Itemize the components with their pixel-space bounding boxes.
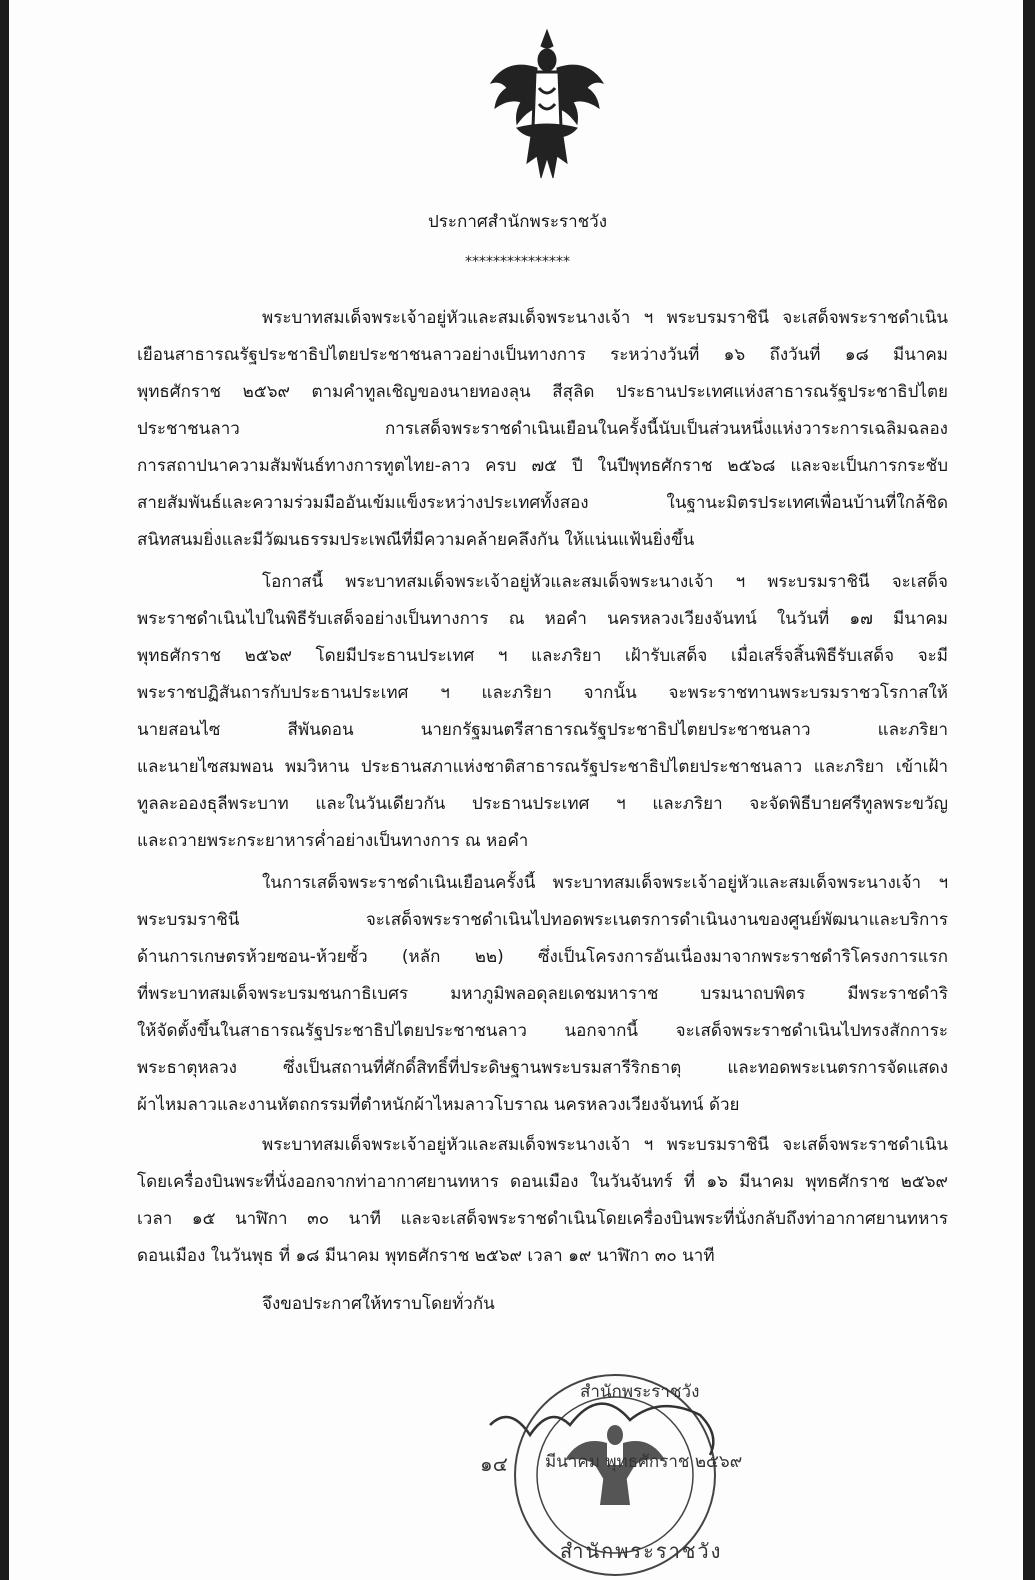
paragraph-3-line: ด้านการเกษตรห้วยซอน-ห้วยซั้ว (หลัก ๒๒) ซึ่งเป็นโครงการอันเนื่องมาจากพระราชดำริโครงการแรก: [137, 947, 948, 967]
signature-date-month-year: มีนาคม พุทธศักราช ๒๕๖๙: [545, 1452, 743, 1472]
scan-border-left: [0, 0, 9, 1580]
paragraph-2-line: และนายไซสมพอน พมวิหาน ประธานสภาแห่งชาติสาธารณรัฐประชาธิปไตยประชาชนลาว และภริยา เข้าเฝ้า: [137, 757, 948, 777]
paragraph-3-line: ที่พระบาทสมเด็จพระบรมชนกาธิเบศร มหาภูมิพลอดุลยเดชมหาราช บรมนาถบพิตร มีพระราชดำริ: [137, 984, 948, 1004]
paragraph-2-line: ทูลละอองธุลีพระบาท และในวันเดียวกัน ประธานประเทศ ฯ และภริยา จะจัดพิธีบายศรีทูลพระขวัญ: [137, 794, 948, 814]
scan-border-right: [1023, 0, 1035, 1580]
seal-bottom-text: สำนักพระราชวัง: [560, 1539, 723, 1563]
paragraph-1-line: สายสัมพันธ์และความร่วมมืออันเข้มแข็งระหว่างประเทศทั้งสอง ในฐานะมิตรประเทศเพื่อนบ้านที่ใกล้ชิด: [137, 493, 948, 513]
paragraph-1-line: สนิทสนมยิ่งและมีวัฒนธรรมประเพณีที่มีความคล้ายคลึงกัน ให้แน่นแฟ้นยิ่งขึ้น: [137, 530, 695, 550]
paragraph-2-line: พุทธศักราช ๒๕๖๙ โดยมีประธานประเทศ ฯ และภริยา เฝ้ารับเสด็จ เมื่อเสร็จสิ้นพิธีรับเสด็จ จะมี: [137, 646, 948, 666]
paragraph-3-line: ให้จัดตั้งขึ้นในสาธารณรัฐประชาธิปไตยประชาชนลาว นอกจากนี้ จะเสด็จพระราชดำเนินไปทรงสักการะ: [137, 1021, 948, 1041]
garuda-emblem-icon: [487, 28, 607, 188]
paragraph-2-line: และถวายพระกระยาหารค่ำอย่างเป็นทางการ ณ หอคำ: [137, 831, 529, 851]
paragraph-4-line: เวลา ๑๕ นาฬิกา ๓๐ นาที และจะเสด็จพระราชดำเนินโดยเครื่องบินพระที่นั่งกลับถึงท่าอากาศยานทหาร: [137, 1209, 948, 1229]
paragraph-1-line: พระบาทสมเด็จพระเจ้าอยู่หัวและสมเด็จพระนางเจ้า ฯ พระบรมราชินี จะเสด็จพระราชดำเนิน: [262, 308, 948, 328]
closing-statement: จึงขอประกาศให้ทราบโดยทั่วกัน: [262, 1294, 495, 1314]
paragraph-2-line: พระราชดำเนินไปในพิธีรับเสด็จอย่างเป็นทางการ ณ หอคำ นครหลวงเวียงจันทน์ ในวันที่ ๑๗ มีนาคม: [137, 609, 948, 629]
paragraph-4-line: พระบาทสมเด็จพระเจ้าอยู่หัวและสมเด็จพระนางเจ้า ฯ พระบรมราชินี จะเสด็จพระราชดำเนิน: [262, 1135, 948, 1155]
paragraph-2-line: พระราชปฏิสันถารกับประธานประเทศ ฯ และภริยา จากนั้น จะพระราชทานพระบรมราชวโรกาสให้: [137, 683, 948, 703]
paragraph-3-line: พระธาตุหลวง ซึ่งเป็นสถานที่ศักดิ์สิทธิ์ที่ประดิษฐานพระบรมสารีริกธาตุ และทอดพระเนตรการจัดแสดง: [137, 1058, 948, 1078]
paragraph-4-line: ดอนเมือง ในวันพุธ ที่ ๑๘ มีนาคม พุทธศักราช ๒๕๖๙ เวลา ๑๙ นาฬิกา ๓๐ นาที: [137, 1246, 715, 1266]
paragraph-4-line: โดยเครื่องบินพระที่นั่งออกจากท่าอากาศยานทหาร ดอนเมือง ในวันจันทร์ ที่ ๑๖ มีนาคม พุทธศักราช ๒๕๖๙: [137, 1172, 948, 1192]
seal-top-text: สำนักพระราชวัง: [580, 1382, 700, 1402]
signature-date-day: ๑๔: [480, 1452, 508, 1476]
page-title: ประกาศสำนักพระราชวัง: [427, 212, 608, 232]
paragraph-1-line: การสถาปนาความสัมพันธ์ทางการทูตไทย-ลาว ครบ ๗๕ ปี ในปีพุทธศักราช ๒๕๖๘ และจะเป็นการกระชับ: [137, 456, 948, 476]
paragraph-2-line: นายสอนไซ สีพันดอน นายกรัฐมนตรีสาธารณรัฐประชาธิปไตยประชาชนลาว และภริยา: [137, 720, 948, 740]
document-page: [9, 0, 1023, 1580]
paragraph-3-line: พระบรมราชินี จะเสด็จพระราชดำเนินไปทอดพระเนตรการดำเนินงานของศูนย์พัฒนาและบริการ: [137, 910, 948, 930]
paragraph-1-line: พุทธศักราช ๒๕๖๙ ตามคำทูลเชิญของนายทองลุน สีสุลิด ประธานประเทศแห่งสาธารณรัฐประชาธิปไตย: [137, 382, 948, 402]
title-separator: ***************: [465, 254, 570, 270]
paragraph-3-line: ผ้าไหมลาวและงานหัตถกรรมที่ตำหนักผ้าไหมลาวโบราณ นครหลวงเวียงจันทน์ ด้วย: [137, 1095, 740, 1115]
paragraph-1-line: เยือนสาธารณรัฐประชาธิปไตยประชาชนลาวอย่างเป็นทางการ ระหว่างวันที่ ๑๖ ถึงวันที่ ๑๘ มีนาคม: [137, 345, 948, 365]
paragraph-1-line: ประชาชนลาว การเสด็จพระราชดำเนินเยือนในครั้งนี้นับเป็นส่วนหนึ่งแห่งวาระการเฉลิมฉลอง: [137, 419, 948, 439]
paragraph-2-line: โอกาสนี้ พระบาทสมเด็จพระเจ้าอยู่หัวและสมเด็จพระนางเจ้า ฯ พระบรมราชินี จะเสด็จ: [262, 572, 948, 592]
paragraph-3-line: ในการเสด็จพระราชดำเนินเยือนครั้งนี้ พระบาทสมเด็จพระเจ้าอยู่หัวและสมเด็จพระนางเจ้า ฯ: [262, 873, 948, 893]
